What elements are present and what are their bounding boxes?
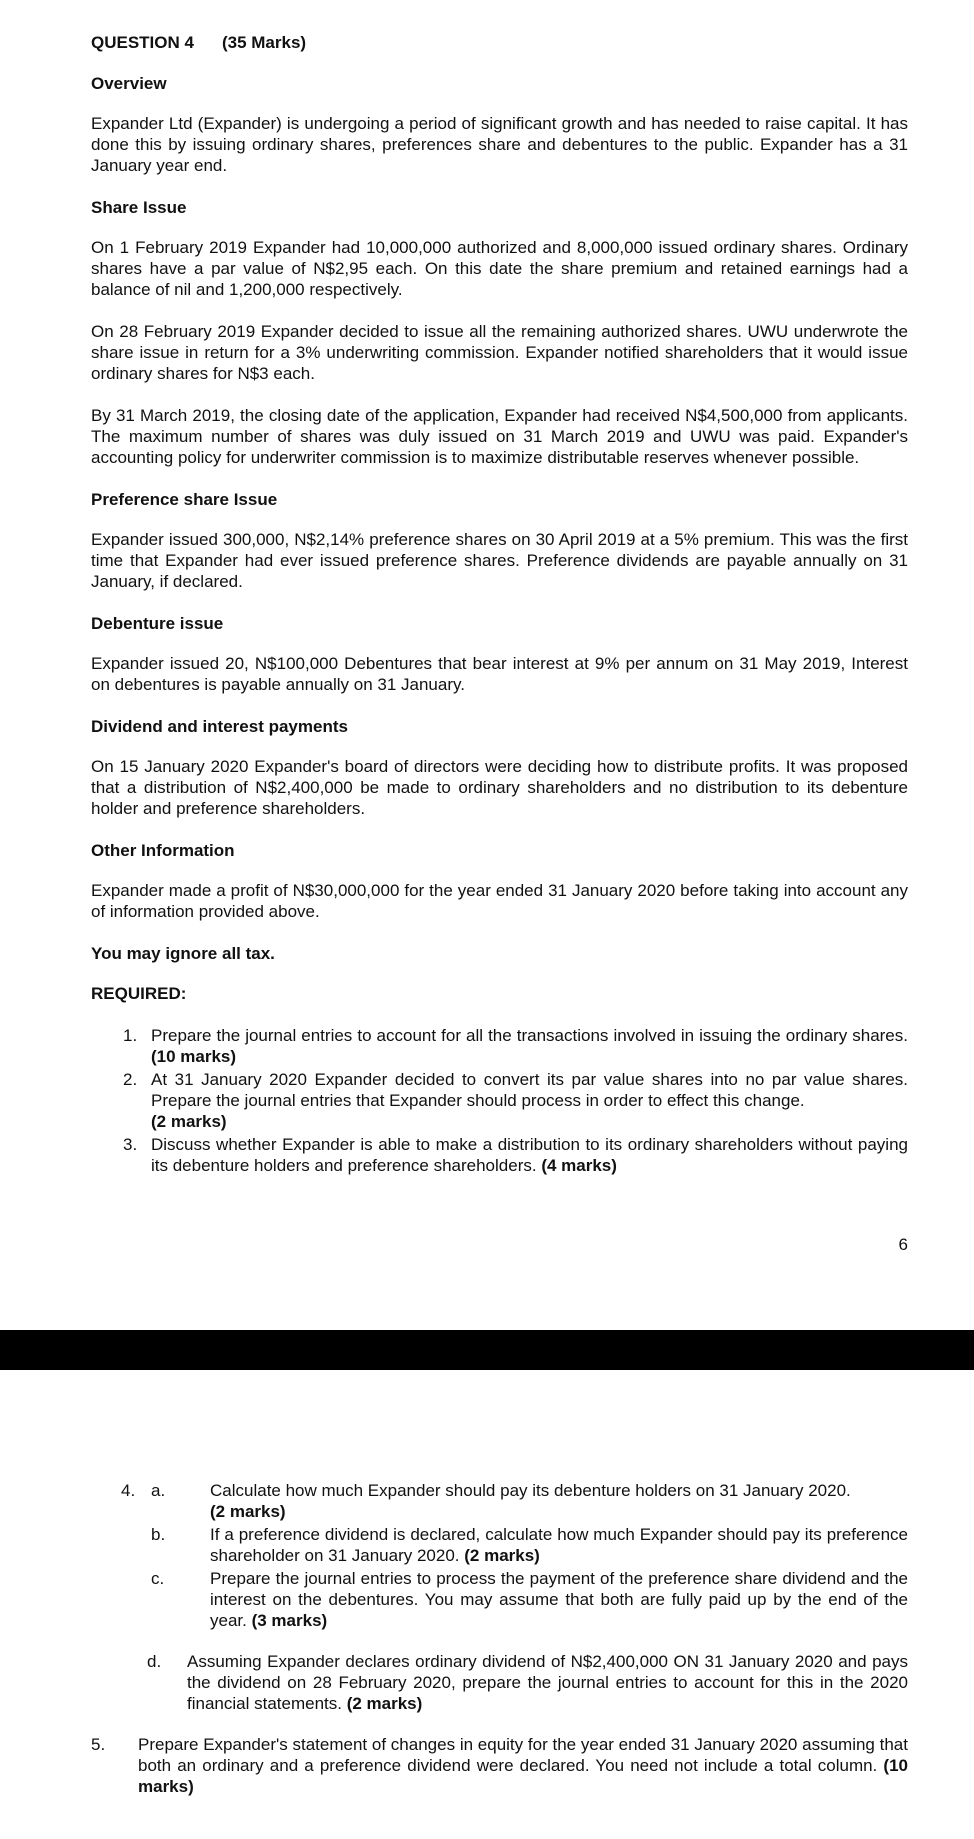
debenture-heading: Debenture issue	[91, 614, 224, 633]
question-4a: 4. a. Calculate how much Expander should pay its debenture holders on 31 January 2020. (2 marks)	[121, 1481, 851, 1521]
overview-heading: Overview	[91, 74, 167, 93]
other-information-paragraph: Expander made a profit of N$30,000,000 for the year ended 31 January 2020 before taking into account any of information provided above.	[91, 881, 908, 921]
question-4-block	[121, 1480, 908, 1714]
required-item: 1. Prepare the journal entries to account for all the transactions involved in issuing the ordinary shares. (10 marks)	[123, 1026, 908, 1066]
required-item: 2. At 31 January 2020 Expander decided to convert its par value shares into no par value shares. Prepare the journal entries that Expander should process in order to effect this change. (2 marks)	[123, 1070, 908, 1131]
other-information-heading: Other Information	[91, 841, 235, 860]
question-4d: d. Assuming Expander declares ordinary dividend of N$2,400,000 ON 31 January 2020 and pays the dividend on 28 February 2020, prepare the journal entries to account for this in the 2020 financial statements. (2 marks)	[147, 1652, 908, 1713]
question-4b: b. If a preference dividend is declared, calculate how much Expander should pay its preference shareholder on 31 January 2020. (2 marks)	[151, 1525, 908, 1565]
document-page-2	[0, 1370, 974, 1839]
question-marks: (35 Marks)	[221, 33, 307, 52]
share-issue-heading: Share Issue	[91, 198, 187, 217]
ignore-tax-note: You may ignore all tax.	[91, 944, 275, 963]
required-item: 3. Discuss whether Expander is able to make a distribution to its ordinary shareholders without paying its debenture holders and preference shareholders. (4 marks)	[123, 1135, 908, 1175]
dividend-paragraph: On 15 January 2020 Expander's board of directors were deciding how to distribute profits. It was proposed that a distribution of N$2,400,000 be made to ordinary shareholders and no distribution to its debenture holder and preference shareholders.	[91, 757, 908, 818]
page-number: 6	[898, 1235, 908, 1254]
debenture-paragraph: Expander issued 20, N$100,000 Debentures that bear interest at 9% per annum on 31 May 2019, Interest on debentures is payable annually on 31 January.	[91, 654, 908, 694]
share-issue-paragraph-2: On 28 February 2019 Expander decided to issue all the remaining authorized shares. UWU underwrote the share issue in return for a 3% underwriting commission. Expander notified shareholders that it would issue ordinary shares for N$3 each.	[91, 322, 908, 383]
page-2-content	[91, 1480, 908, 1797]
share-issue-paragraph-3: By 31 March 2019, the closing date of the application, Expander had received N$4,500,000 from applicants. The maximum number of shares was duly issued on 31 March 2019 and UWU was paid. Expander's accounting policy for underwriter commission is to maximize distributable reserves whenever possible.	[91, 406, 908, 467]
question-title: QUESTION 4 (35 Marks)	[91, 33, 307, 52]
required-list	[91, 1025, 908, 1176]
dividend-heading: Dividend and interest payments	[91, 717, 348, 736]
required-heading: REQUIRED:	[91, 984, 187, 1003]
question-5: 5. Prepare Expander's statement of changes in equity for the year ended 31 January 2020 assuming that both an ordinary and a preference dividend were declared. You need not include a total column. (10 marks)	[91, 1735, 908, 1796]
question-4c: c. Prepare the journal entries to process the payment of the preference share dividend and the interest on the debentures. You may assume that both are fully paid up by the end of the year. (3 marks)	[151, 1569, 908, 1630]
share-issue-paragraph-1: On 1 February 2019 Expander had 10,000,000 authorized and 8,000,000 issued ordinary shares. Ordinary shares have a par value of N$2,95 each. On this date the share premium and retained earnings had a balance of nil and 1,200,000 respectively.	[91, 238, 908, 299]
overview-paragraph: Expander Ltd (Expander) is undergoing a period of significant growth and has needed to raise capital. It has done this by issuing ordinary shares, preferences share and debentures to the public. Expander has a 31 January year end.	[91, 114, 908, 175]
preference-share-paragraph: Expander issued 300,000, N$2,14% preference shares on 30 April 2019 at a 5% premium. This was the first time that Expander had ever issued preference shares. Preference dividends are payable annually on 31 January, if declared.	[91, 530, 908, 591]
preference-share-heading: Preference share Issue	[91, 490, 278, 509]
page-1-content	[91, 32, 908, 1178]
page-separator-bar	[0, 1330, 974, 1370]
